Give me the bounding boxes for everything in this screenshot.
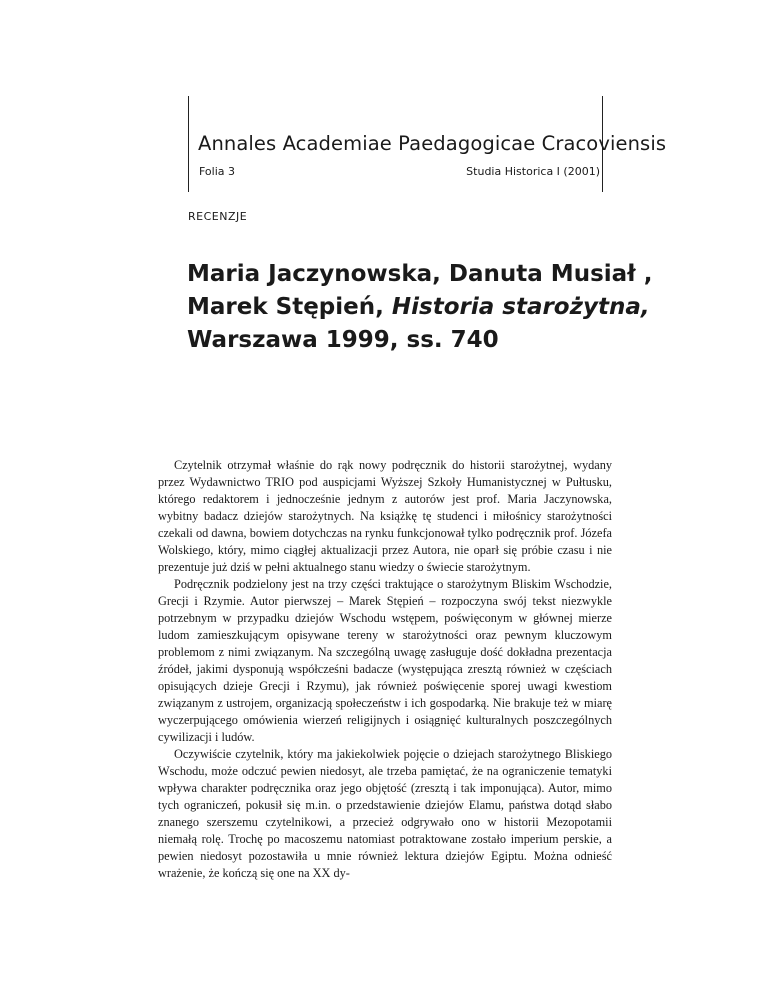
section-label: RECENZJE: [188, 210, 248, 223]
review-heading: [187, 258, 653, 357]
folio-label: Folia 3: [199, 165, 236, 178]
publication-line: Warszawa 1999, ss. 740: [187, 327, 499, 353]
authors-line-2: [187, 291, 650, 324]
frame-left-rule: [188, 96, 189, 192]
book-title: Historia starożytna,: [391, 294, 650, 320]
journal-title: Annales Academiae Paedagogicae Cracoviensis: [198, 132, 667, 155]
author-third: Marek Stępień,: [187, 294, 392, 320]
review-body: [158, 457, 612, 882]
body-paragraph-3: Oczywiście czytelnik, który ma jakiekolwiek pojęcie o dziejach starożytnego Bliskiego Wschodu, może odczuć pewien niedosyt, ale trzeba pamiętać, że na ograniczenie tematyki wpływa charakter podręcznika oraz jego objętość (zresztą i tak imponująca). Autor, mimo tych ograniczeń, pokusił się m.in. o przedstawienie dziejów Elamu, państwa dotąd słabo znanego szerszemu czytelnikowi, a przecież odgrywało ono w historii Mezopotamii niemałą rolę. Trochę po macoszemu natomiast potraktowane zostało imperium perskie, a pewien niedosyt pozostawiła u mnie również lektura dziejów Egiptu. Można odnieść wrażenie, że kończą się one na XX dy-: [158, 747, 612, 880]
body-paragraph-1: Czytelnik otrzymał właśnie do rąk nowy podręcznik do historii starożytnej, wydany przez Wydawnictwo TRIO pod auspicjami Wyższej Szkoły Humanistycznej w Pułtusku, którego redaktorem i jednocześnie jednym z autorów jest prof. Maria Jaczynowska, wybitny badacz dziejów starożytnych. Na książkę tę studenci i miłośnicy starożytności czekali od dawna, bowiem dotychczas na rynku funkcjonował tylko podręcznik prof. Józefa Wolskiego, który, mimo ciągłej aktualizacji przez Autora, nie oparł się próbie czasu i nie prezentuje już dziś w pełni aktualnego stanu wiedzy o świecie starożytnym.: [158, 458, 612, 574]
authors-line-1: Maria Jaczynowska, Danuta Musiał ,: [187, 261, 653, 287]
series-label: Studia Historica I (2001): [466, 165, 600, 178]
body-paragraph-2: Podręcznik podzielony jest na trzy części traktujące o starożytnym Bliskim Wschodzie, Grecji i Rzymie. Autor pierwszej – Marek Stępień – rozpoczyna swój tekst niezwykle potrzebnym w przypadku dziejów Wschodu wstępem, poświęconym w głównej mierze ludom zamieszkującym opisywane tereny w starożytności oraz pewnym kluczowym problemom z nimi związanym. Na szczególną uwagę zasługuje dość dokładna prezentacja źródeł, jakimi dysponują współcześni badacze (występująca zresztą również w częściach opisujących dzieje Grecji i Rzymu), jak również poświęcenie sporej uwagi kwestiom związanym z ustrojem, organizacją społeczeństw i ich gospodarką. Nie brakuje też w miarę wyczerpującego omówienia wierzeń religijnych i osiągnięć kulturalnych poszczególnych cywilizacji i ludów.: [158, 577, 612, 744]
